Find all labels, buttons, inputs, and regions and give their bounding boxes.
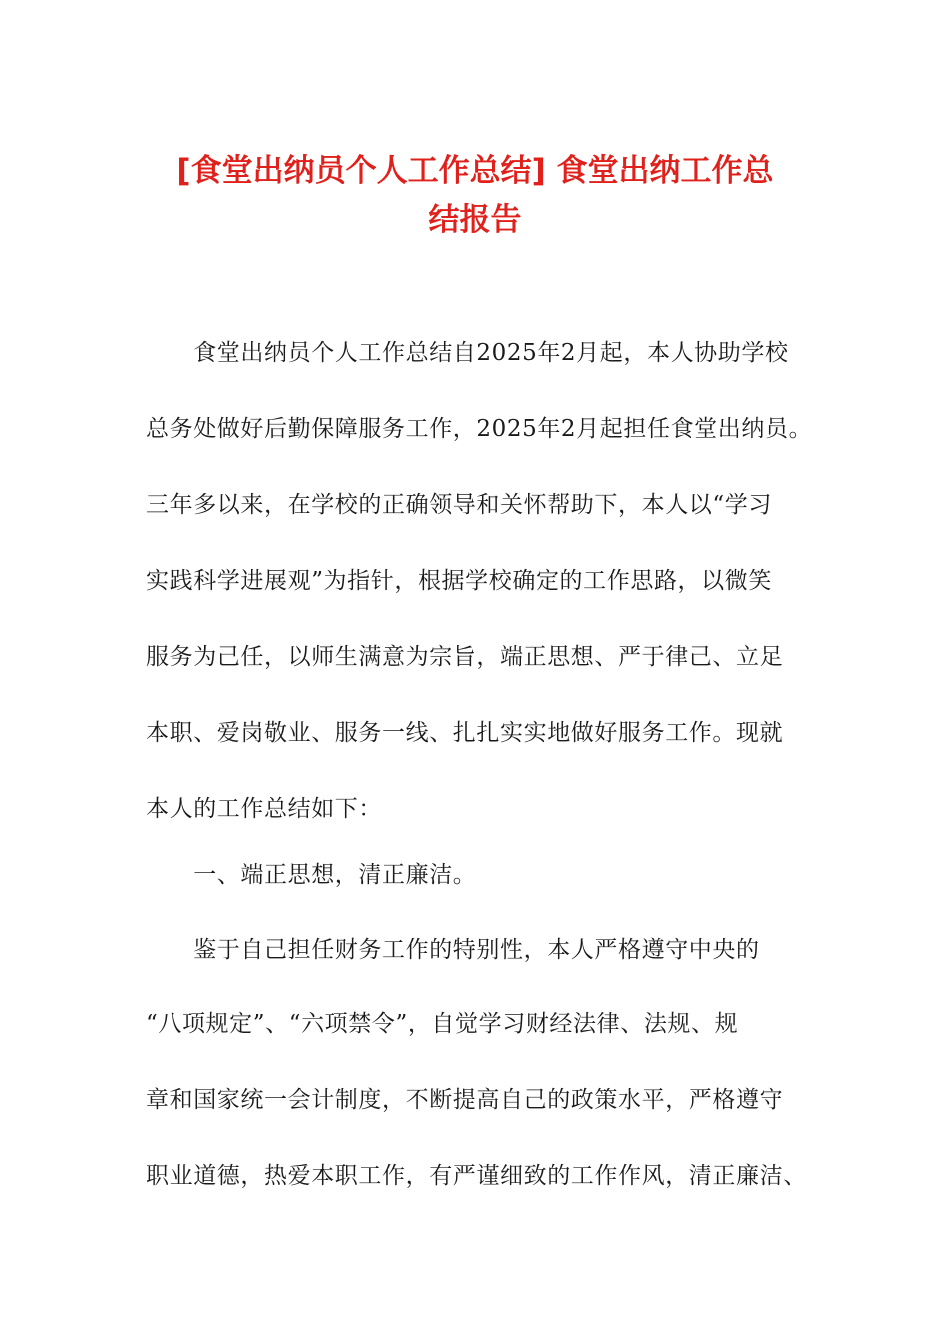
body-text-line: 总务处做好后勤保障服务工作，2025年2月起担任食堂出纳员。 (146, 416, 813, 442)
body-text-line: 三年多以来，在学校的正确领导和关怀帮助下，本人以“学习 (146, 492, 772, 518)
body-text-line: 服务为己任，以师生满意为宗旨，端正思想、严于律己、立足 (146, 644, 784, 670)
section-heading: 一、端正思想，清正廉洁。 (146, 862, 477, 888)
body-text-line: 本职、爱岗敬业、服务一线、扎扎实实地做好服务工作。现就 (146, 720, 784, 746)
body-text-line: 实践科学进展观”为指针，根据学校确定的工作思路，以微笑 (146, 568, 772, 594)
body-text-line: 章和国家统一会计制度，不断提高自己的政策水平，严格遵守 (146, 1087, 784, 1113)
body-text-line: 职业道德，热爱本职工作，有严谨细致的工作作风，清正廉洁、 (146, 1163, 807, 1189)
body-text-line: 本人的工作总结如下： (146, 796, 382, 822)
body-text-line: “八项规定”、“六项禁令”，自觉学习财经法律、法规、规 (146, 1011, 739, 1037)
document-title-line-1: [食堂出纳员个人工作总结] 食堂出纳工作总 (176, 153, 774, 189)
document-title-line-2: 结报告 (428, 202, 522, 238)
body-text-line: 鉴于自己担任财务工作的特别性，本人严格遵守中央的 (146, 937, 760, 963)
body-text-line: 食堂出纳员个人工作总结自2025年2月起，本人协助学校 (146, 340, 789, 366)
